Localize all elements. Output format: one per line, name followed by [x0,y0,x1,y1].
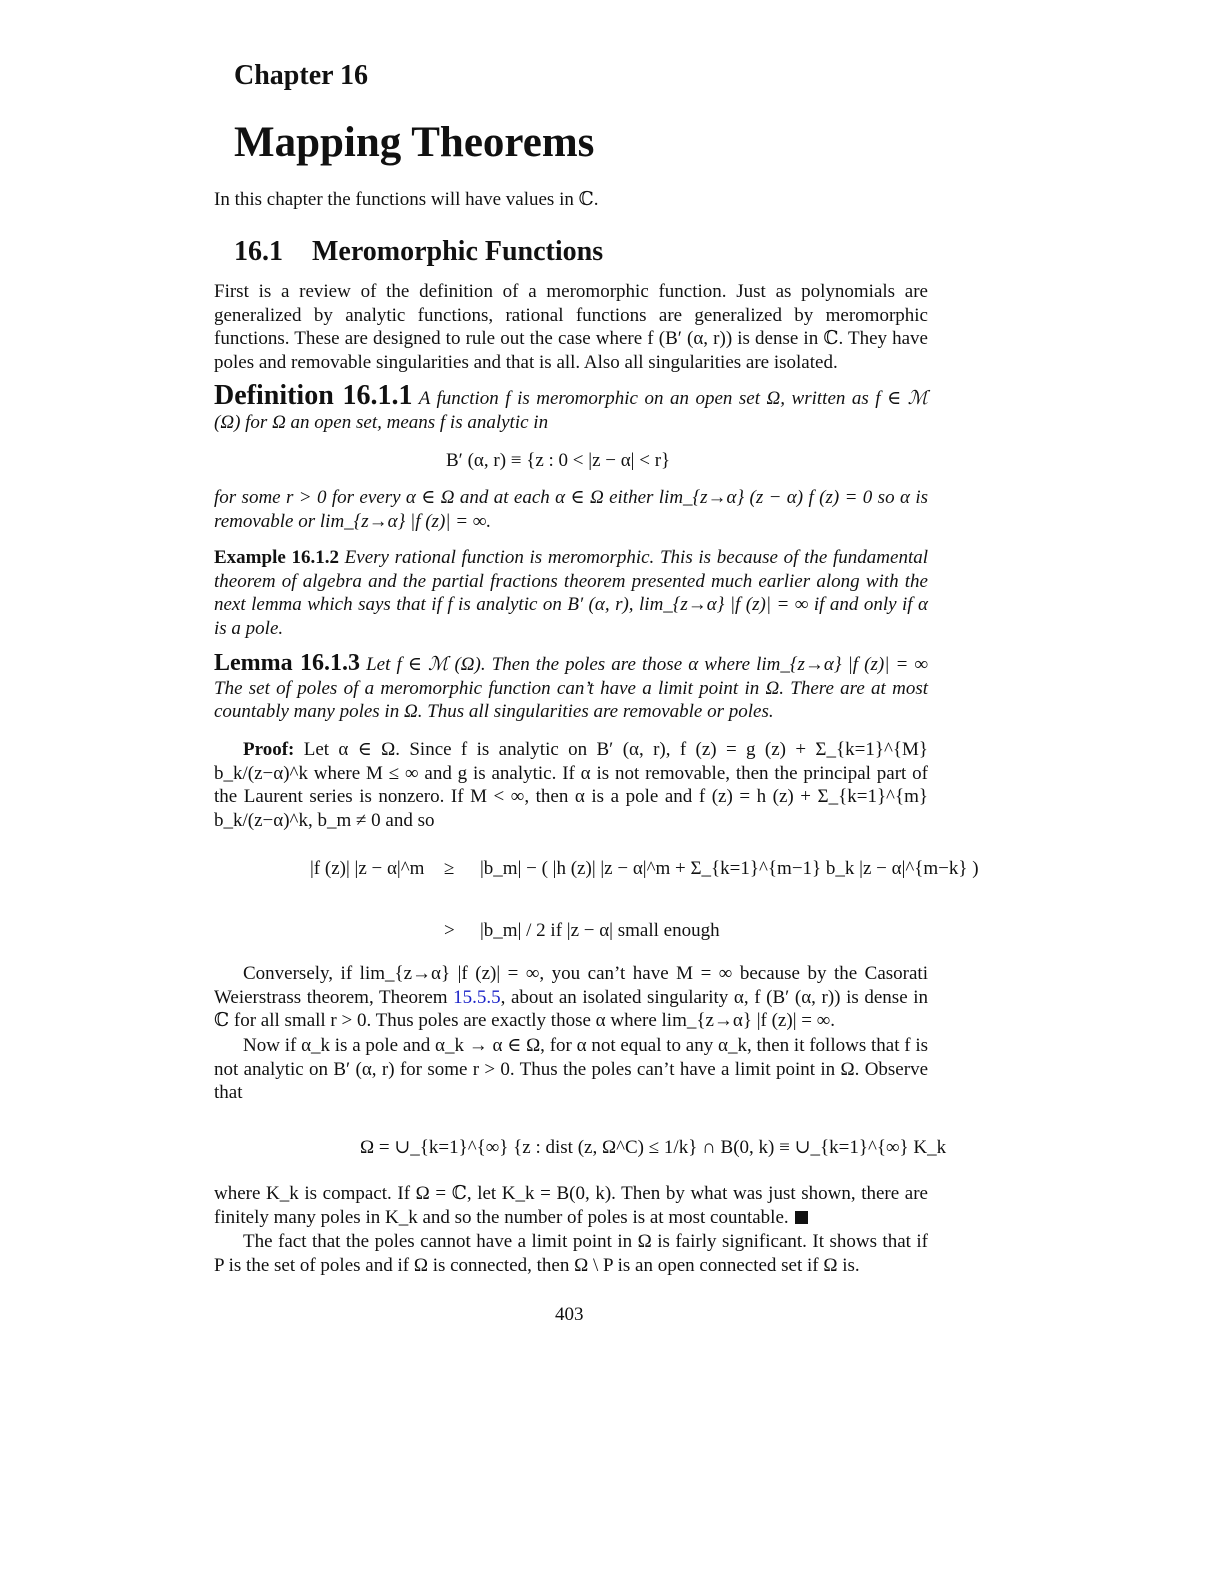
proof-paragraph-3: Now if α_k is a pole and α_k → α ∈ Ω, for α not equal to any α_k, then it follows that f is not analytic on B′ (α, r) for some r > 0. Thus the poles can’t have a limit point in Ω. Observe that [214,1035,928,1104]
section-number: 16.1 [234,236,283,267]
equation-1-relation: ≥ [444,858,455,879]
proof-paragraph-4 [214,1182,928,1229]
equation-3: Ω = ∪_{k=1}^{∞} {z : dist (z, Ω^C) ≤ 1/k} ∩ B(0, k) ≡ ∪_{k=1}^{∞} K_k [360,1137,947,1158]
proof-paragraph-1 [214,738,928,832]
definition-text: A function f is meromorphic on an open set Ω, written as f ∈ ℳ (Ω) for Ω an open set, means f is analytic in [214,388,928,433]
equation-2-rhs: |b_m| / 2 if |z − α| small enough [480,920,720,941]
definition-display: B′ (α, r) ≡ {z : 0 < |z − α| < r} [446,450,671,471]
proof-label: Proof: [243,739,295,760]
qed-square-icon [795,1211,808,1224]
lemma-label: Lemma 16.1.3 [214,650,360,676]
chapter-label: Chapter 16 [234,60,369,91]
example-block [214,546,928,640]
proof-paragraph-4-text: where K_k is compact. If Ω = ℂ, let K_k = B(0, k). Then by what was just shown, there are finitely many poles in K_k and so the number of poles is at most countable. [214,1183,928,1228]
example-text: Every rational function is meromorphic. This is because of the fundamental theorem of algebra and the partial fractions theorem presented much earlier along with the next lemma which says that if f is analytic on B′ (α, r), lim_{z→α} |f (z)| = ∞ if and only if α is a pole. [214,547,928,639]
page-number: 403 [555,1304,584,1325]
definition-text-after: for some r > 0 for every α ∈ Ω and at each α ∈ Ω either lim_{z→α} (z − α) f (z) = 0 so α is removable or lim_{z→α} |f (z)| = ∞. [214,487,928,532]
equation-1-rhs: |b_m| − ( |h (z)| |z − α|^m + Σ_{k=1}^{m−1} b_k |z − α|^{m−k} ) [480,858,979,879]
theorem-reference-link[interactable]: 15.5.5 [453,986,501,1008]
intro-text: In this chapter the functions will have values in ℂ. [214,189,599,210]
lemma-block [214,652,928,724]
proof-paragraph-2 [214,962,928,1033]
section-title: Meromorphic Functions [312,236,604,267]
lemma-text: Let f ∈ ℳ (Ω). Then the poles are those α where lim_{z→α} |f (z)| = ∞ The set of poles of a meromorphic function can’t have a limit point in Ω. There are at most countably many poles in Ω. Thus all singularities are removable or poles. [214,654,929,723]
definition-block [214,380,928,434]
equation-1-lhs: |f (z)| |z − α|^m [310,858,425,879]
example-label: Example 16.1.2 [214,547,339,568]
section-heading [234,236,948,268]
chapter-title: Mapping Theorems [234,119,595,166]
closing-paragraph: The fact that the poles cannot have a limit point in Ω is fairly significant. It shows that if P is the set of poles and if Ω is connected, then Ω \ P is an open connected set if Ω is. [214,1231,928,1276]
proof-paragraph-2-end: , about an isolated singularity α, f (B′ (α, r)) is dense in ℂ for all small r > 0. Thus poles are exactly those α where lim_{z→α} |f (z)| = ∞. [214,986,929,1032]
equation-2-relation: > [444,920,455,941]
paragraph-1: First is a review of the definition of a meromorphic function. Just as polynomials are generalized by analytic functions, rational functions are generalized by meromorphic functions. These are designed to rule out the case where f (B′ (α, r)) is dense in ℂ. They have poles and removable singularities and that is all. Also all singularities are isolated. [214,281,928,373]
proof-paragraph-2-start: Conversely, if lim_{z→α} |f (z)| = ∞, you can’t have M = ∞ because by the Casorati Weierstrass theorem, Theorem [214,963,928,1008]
proof-text: Let α ∈ Ω. Since f is analytic on B′ (α, r), f (z) = g (z) + Σ_{k=1}^{M} b_k/(z−α)^k where M ≤ ∞ and g is analytic. If α is not removable, then the principal part of the Laurent series is nonzero. If M < ∞, then α is a pole and f (z) = h (z) + Σ_{k=1}^{m} b_k/(z−α)^k, b_m ≠ 0 and so [214,739,928,831]
definition-label: Definition 16.1.1 [214,380,413,411]
